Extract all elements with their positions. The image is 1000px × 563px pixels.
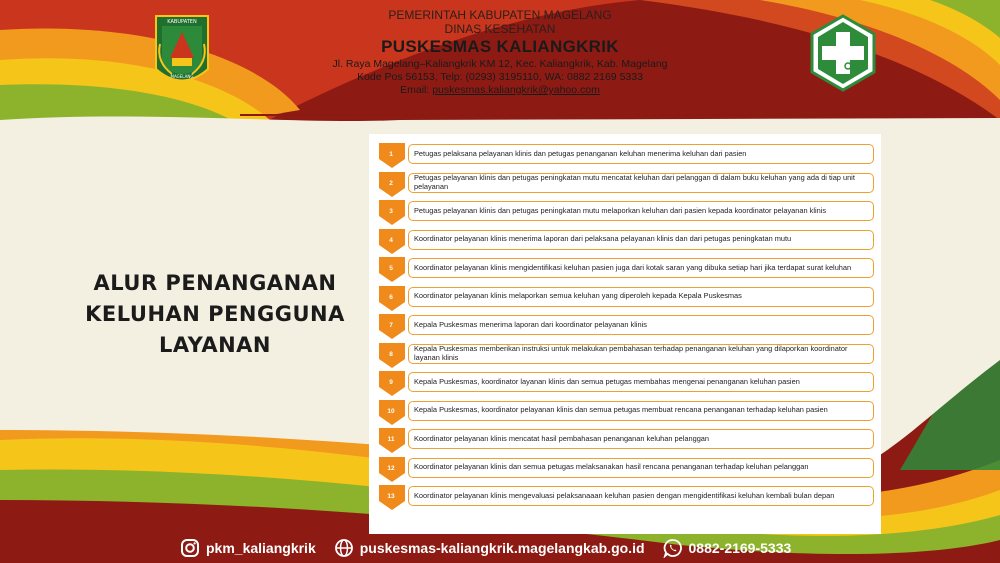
whatsapp-contact[interactable] <box>663 538 792 558</box>
step-text: Koordinator pelayanan klinis dan semua petugas melaksanakan hasil rencana penanganan terhadap keluhan pelanggan <box>414 462 809 472</box>
step-number: 3 <box>389 208 393 215</box>
step-text: Petugas pelayanan klinis dan petugas peningkatan mutu mencatat keluhan dari pelanggan di dalam buku keluhan yang ada di tiap unit pelayanan <box>414 172 855 191</box>
step-text: Kepala Puskesmas, koordinator layanan klinis dan semua petugas membahas mengenai penanganan keluhan pasien <box>414 376 800 386</box>
letterhead <box>300 8 700 97</box>
instagram-handle: pkm_kaliangkrik <box>206 540 316 556</box>
steps-list <box>379 142 879 513</box>
step-item <box>379 342 879 371</box>
email-label: Email: <box>400 84 433 96</box>
globe-icon <box>334 538 354 558</box>
step-item <box>379 456 879 485</box>
step-item <box>379 370 879 399</box>
step-number: 11 <box>387 436 395 443</box>
step-item <box>379 427 879 456</box>
page-title <box>60 268 370 361</box>
step-number: 1 <box>389 151 393 158</box>
instagram-icon <box>180 538 200 558</box>
step-text: Koordinator pelayanan klinis melaporkan semua keluhan yang diperoleh kepada Kepala Puskesmas <box>414 291 742 301</box>
step-box <box>408 401 874 421</box>
step-box <box>408 344 874 364</box>
step-box <box>408 173 874 193</box>
email-line <box>300 84 700 97</box>
step-box <box>408 486 874 506</box>
whatsapp-number: 0882-2169-5333 <box>688 540 792 556</box>
step-text: Kepala Puskesmas, koordinator pelayanan klinis dan semua petugas membuat rencana penanganan terhadap keluhan pasien <box>414 405 828 415</box>
email-link[interactable]: puskesmas.kaliangkrik@yahoo.com <box>432 84 600 96</box>
step-text: Petugas pelayanan klinis dan petugas peningkatan mutu melaporkan keluhan dari pasien kepada koordinator pelayanan klinis <box>414 205 827 215</box>
flowchart-panel <box>369 134 881 534</box>
puskesmas-logo-icon <box>808 14 878 92</box>
instagram-contact[interactable] <box>180 538 316 558</box>
step-text: Koordinator pelayanan klinis menerima laporan dari pelaksana pelayanan klinis dan dari petugas peningkatan mutu <box>414 234 792 244</box>
step-item <box>379 171 879 200</box>
footer-contacts <box>180 535 840 561</box>
step-box <box>408 258 874 278</box>
title-line-3: LAYANAN <box>159 333 271 357</box>
title-line-2: KELUHAN PENGGUNA <box>85 302 345 326</box>
step-box <box>408 429 874 449</box>
step-item <box>379 399 879 428</box>
step-text: Kepala Puskesmas memberikan instruksi untuk melakukan pembahasan terhadap penanganan keluhan yang dilaporkan koordinator layanan klinis <box>414 343 848 362</box>
magelang-emblem-icon <box>152 14 212 92</box>
step-number: 6 <box>389 293 393 301</box>
step-box <box>408 372 874 392</box>
step-box <box>408 458 874 478</box>
emblem-bottom-text: MAGELANG <box>170 74 194 79</box>
step-number: 7 <box>389 322 393 329</box>
step-number: 10 <box>387 407 395 415</box>
step-text: Koordinator pelayanan klinis mengidentifikasi keluhan pasien juga dari kotak saran yang dibuka setiap hari jika terdapat surat keluhan <box>414 262 852 272</box>
government-line: PEMERINTAH KABUPATEN MAGELANG <box>388 8 612 22</box>
emblem-top-text: KABUPATEN <box>167 19 197 25</box>
step-number: 13 <box>387 493 395 500</box>
whatsapp-icon <box>663 538 683 558</box>
website-contact[interactable] <box>334 538 645 558</box>
step-number: 4 <box>389 236 393 244</box>
website-url: puskesmas-kaliangkrik.magelangkab.go.id <box>359 540 645 556</box>
step-number: 5 <box>389 265 393 272</box>
step-box <box>408 144 874 164</box>
step-text: Koordinator pelayanan klinis mengevaluasi pelaksanaaan keluhan pasien dengan mengidentifikasi keluhan kembali bulan depan <box>414 490 835 500</box>
header-divider <box>240 114 944 116</box>
institution-title: PUSKESMAS KALIANGKRIK <box>381 37 619 56</box>
step-item <box>379 199 879 228</box>
step-text: Koordinator pelayanan klinis mencatat hasil pembahasan penanganan keluhan pelanggan <box>414 433 710 443</box>
step-number: 8 <box>389 350 393 358</box>
step-box <box>408 287 874 307</box>
address-line-2: Kode Pos 56153, Telp: (0293) 3195110, WA: 0882 2169 5333 <box>357 71 643 83</box>
step-item <box>379 256 879 285</box>
step-item <box>379 142 879 171</box>
step-item <box>379 285 879 314</box>
step-text: Kepala Puskesmas menerima laporan dari koordinator pelayanan klinis <box>414 319 647 329</box>
step-item <box>379 313 879 342</box>
department-line: DINAS KESEHATAN <box>444 22 556 36</box>
step-item <box>379 484 879 513</box>
address-line-1: Jl. Raya Magelang–Kaliangkrik KM 12, Kec. Kaliangkrik, Kab. Magelang <box>332 58 668 70</box>
step-item <box>379 228 879 257</box>
step-number: 2 <box>389 179 393 187</box>
title-line-1: ALUR PENANGANAN <box>93 271 337 295</box>
step-box <box>408 315 874 335</box>
step-number: 9 <box>389 379 393 386</box>
step-box <box>408 230 874 250</box>
step-number: 12 <box>387 464 395 472</box>
step-text: Petugas pelaksana pelayanan klinis dan petugas penanganan keluhan menerima keluhan dari pasien <box>414 148 747 158</box>
step-box <box>408 201 874 221</box>
